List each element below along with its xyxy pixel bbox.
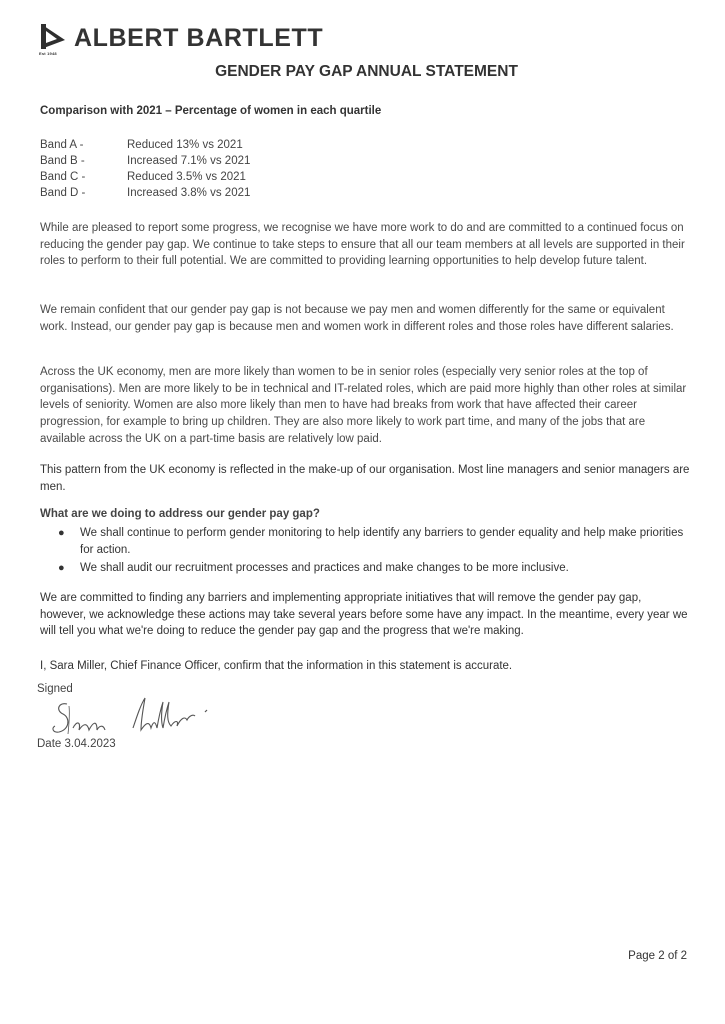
band-label: Band C - — [40, 171, 86, 183]
band-change: Reduced 13% vs 2021 — [127, 139, 243, 151]
pattern-paragraph: This pattern from the UK economy is reflected in the make-up of our organisation. Most line managers and senior managers are men. — [40, 464, 690, 493]
bullet-icon: ● — [58, 562, 65, 574]
signature-date: Date 3.04.2023 — [37, 738, 116, 750]
logo-est-text: Est 1948 — [39, 51, 57, 56]
band-row — [40, 185, 250, 201]
confirmation-paragraph: I, Sara Miller, Chief Finance Officer, confirm that the information in this statement is accurate. — [40, 660, 513, 672]
progress-paragraph: While are pleased to report some progress, we recognise we have more work to do and are committed to a continued focus on reducing the gender pay gap. We continue to take steps to ensure that all our team members at all levels are supported in their roles to perform to their full potential. We are committed to providing learning opportunities to help develop future talent. — [40, 222, 685, 268]
band-label: Band B - — [40, 155, 85, 167]
comparison-heading: Comparison with 2021 – Percentage of women in each quartile — [40, 105, 382, 117]
actions-heading: What are we doing to address our gender pay gap? — [40, 508, 320, 520]
band-change: Increased 3.8% vs 2021 — [127, 187, 251, 199]
company-logo — [38, 22, 323, 56]
band-label: Band D - — [40, 187, 86, 199]
list-item — [58, 525, 688, 558]
logo-mark-icon — [38, 22, 68, 56]
band-label: Band A - — [40, 139, 84, 151]
action-text: We shall continue to perform gender monitoring to help identify any barriers to gender equality and help make priorities for action. — [80, 527, 684, 556]
company-name: ALBERT BARTLETT — [74, 24, 324, 52]
band-list — [40, 137, 250, 201]
action-text: We shall audit our recruitment processes and practices and make changes to be more inclusive. — [80, 562, 569, 574]
list-item — [58, 560, 688, 577]
confidence-paragraph: We remain confident that our gender pay gap is not because we pay men and women differently for the same or equivalent work. Instead, our gender pay gap is because men and women work in different roles and those roles have different salaries. — [40, 304, 674, 333]
signed-label: Signed — [37, 683, 73, 695]
bullet-icon: ● — [58, 527, 65, 539]
economy-paragraph: Across the UK economy, men are more likely than women to be in senior roles (especially very senior roles at the top of organisations). Men are more likely to be in technical and IT-related roles, which are paid more highly than other roles at similar levels of seniority. Women are also more likely than men to have had breaks from work that have affected their career progression, for example to bring up children. They are also more likely to work part time, and many of the jobs that are available across the UK on a part-time basis are relatively low paid. — [40, 366, 687, 445]
band-row — [40, 153, 250, 169]
commitment-paragraph: We are committed to finding any barriers and implementing appropriate initiatives that will remove the gender pay gap, however, we acknowledge these actions may take several years before some have any impact. In the meantime, every year we will tell you what we're doing to reduce the gender pay gap and the progress that we're making. — [40, 592, 688, 638]
band-change: Reduced 3.5% vs 2021 — [127, 171, 246, 183]
actions-list — [58, 525, 688, 579]
band-row — [40, 169, 250, 185]
band-change: Increased 7.1% vs 2021 — [127, 155, 251, 167]
band-row — [40, 137, 250, 153]
page-number: Page 2 of 2 — [628, 950, 687, 962]
page-title: GENDER PAY GAP ANNUAL STATEMENT — [215, 63, 518, 80]
